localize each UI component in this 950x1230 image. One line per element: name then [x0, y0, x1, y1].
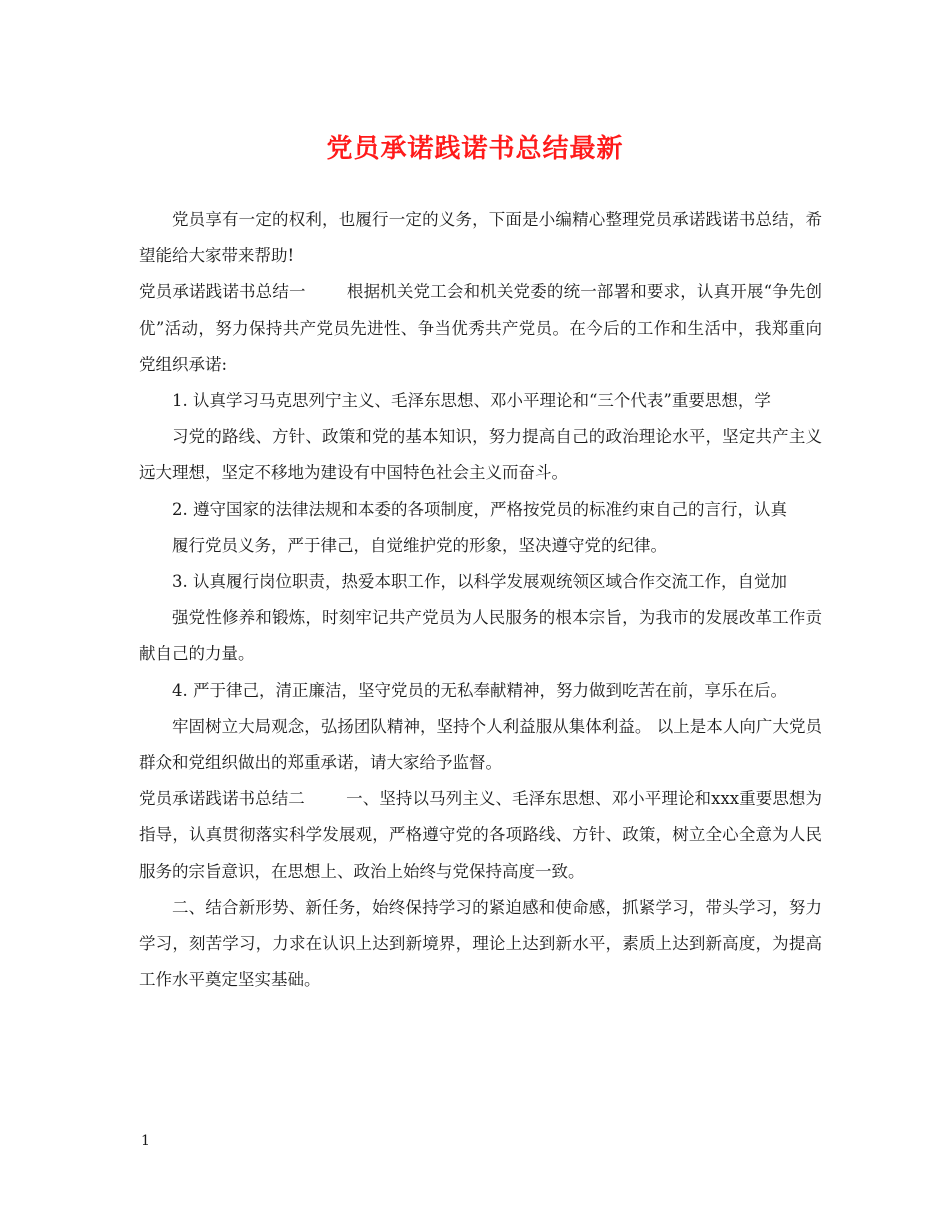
- section1-heading: 党员承诺践诺书总结一: [139, 282, 306, 302]
- document-title: 党员承诺践诺书总结最新: [326, 134, 624, 164]
- intro-paragraph: 党员享有一定的权利，也履行一定的义务，下面是小编精心整理党员承诺践诺书总结，希望能给大家带来帮助!: [139, 210, 822, 266]
- item2-line-b: 履行党员义务，严于律己，自觉维护党的形象，坚决遵守党的纪律。: [172, 535, 667, 555]
- section2-text: 一、坚持以马列主义、毛泽东思想、邓小平理论和xxx重要思想为指导，认真贯彻落实科学发展观，严格遵守党的各项路线、方针、政策，树立全心全意为人民服务的宗旨意识，在思想上、政治上始终与党保持高度一致。: [139, 789, 823, 881]
- section1-text: 根据机关党工会和机关党委的统一部署和要求，认真开展“争先创优”活动，努力保持共产党员先进性、争当优秀共产党员。在今后的工作和生活中，我郑重向党组织承诺:: [139, 282, 823, 374]
- item3-line-a: 3. 认真履行岗位职责，热爱本职工作，以科学发展观统领区域合作交流工作，自觉加: [172, 572, 787, 592]
- item1-line-b: 习党的路线、方针、政策和党的基本知识，努力提高自己的政治理论水平，坚定共产主义远大理想，坚定不移地为建设有中国特色社会主义而奋斗。: [139, 427, 822, 483]
- item3-line-b: 强党性修养和锻炼，时刻牢记共产党员为人民服务的根本宗旨，为我市的发展改革工作贡献自己的力量。: [139, 608, 822, 664]
- section2-paragraph: [139, 781, 822, 890]
- item1-line-a: 1. 认真学习马克思列宁主义、毛泽东思想、邓小平理论和“三个代表”重要思想，学: [172, 391, 771, 411]
- page-number: 1: [141, 1133, 150, 1149]
- point2-paragraph: 二、结合新形势、新任务，始终保持学习的紧迫感和使命感，抓紧学习，带头学习，努力学习，刻苦学习，力求在认识上达到新境界，理论上达到新水平，素质上达到新高度，为提高工作水平奠定坚实基础。: [139, 897, 822, 990]
- section1-paragraph: [139, 274, 822, 383]
- document-body: [139, 202, 822, 998]
- item4-paragraph: 4. 严于律己，清正廉洁，坚守党员的无私奉献精神，努力做到吃苦在前，享乐在后。: [172, 680, 787, 700]
- section2-heading: 党员承诺践诺书总结二: [139, 789, 305, 809]
- closing-paragraph: 牢固树立大局观念，弘扬团队精神，坚持个人利益服从集体利益。 以上是本人向广大党员群众和党组织做出的郑重承诺，请大家给予监督。: [139, 716, 822, 773]
- item2-line-a: 2. 遵守国家的法律法规和本委的各项制度，严格按党员的标准约束自己的言行，认真: [172, 499, 787, 519]
